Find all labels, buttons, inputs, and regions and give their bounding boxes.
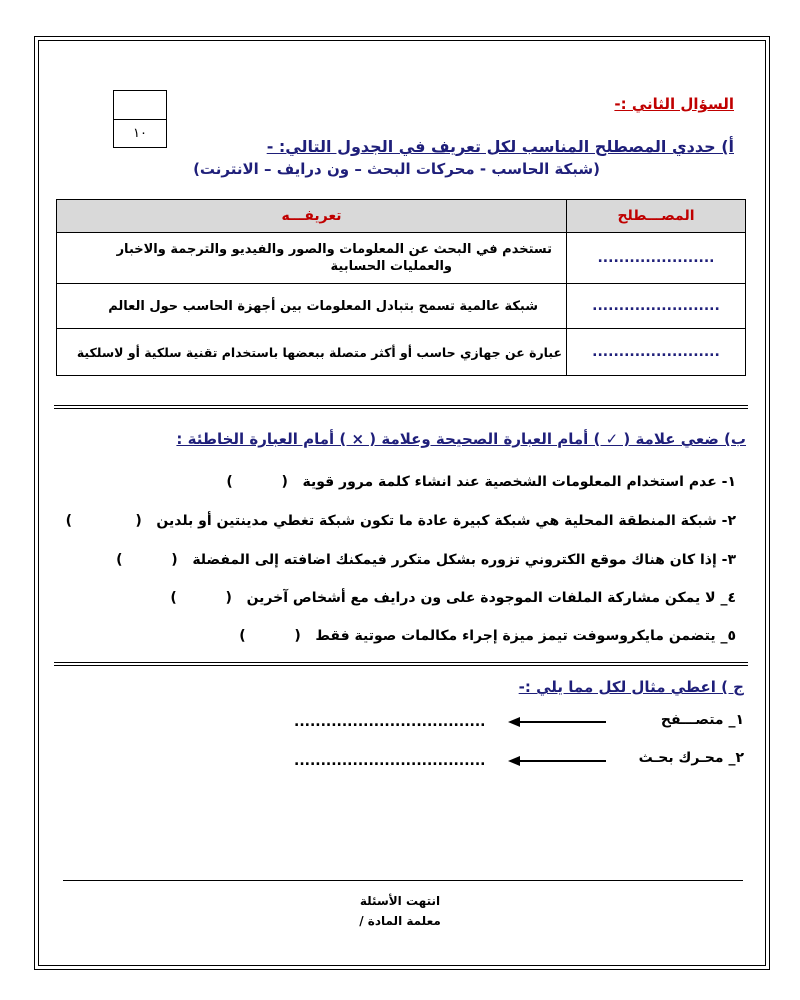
definition-cell xyxy=(57,233,567,284)
part-b-title: ب) ضعي علامة ( ✓ ) أمام العبارة الصحيحة وعلامة ( × ) أمام العبارة الخاطئة : xyxy=(176,430,746,448)
part-c-title: ج ) اعطي مثال لكل مما يلي :- xyxy=(518,678,744,696)
statement-1: ١- عدم استخدام المعلومات الشخصية عند انشاء كلمة مرور قوية ( ) xyxy=(226,474,736,490)
example-answer-1[interactable]: .................................... xyxy=(294,714,486,730)
score-blank-cell xyxy=(114,91,166,120)
section-divider xyxy=(54,662,748,666)
example-answer-2[interactable]: .................................... xyxy=(294,753,486,769)
table-header-row xyxy=(57,200,746,233)
statement-5: ٥_ يتضمن مايكروسوفت تيمز ميزة إجراء مكالمات صوتية فقط ( ) xyxy=(239,628,736,644)
header-term: المصـــطلح xyxy=(567,200,746,233)
arrow-icon xyxy=(520,760,606,762)
score-value: ١٠ xyxy=(133,126,147,141)
arrow-icon xyxy=(520,721,606,723)
definition-line: والعمليات الحسابية xyxy=(330,259,452,274)
term-blank[interactable]: ........................ xyxy=(567,284,746,329)
table-row xyxy=(57,233,746,284)
part-a-title: أ) حددي المصطلح المناسب لكل تعريف في الجدول التالي: - xyxy=(266,137,734,156)
end-of-questions: انتهت الأسئلة xyxy=(359,894,441,908)
question-title: السؤال الثاني :- xyxy=(614,95,734,113)
definition-line: تستخدم في البحث عن المعلومات والصور والفيديو والترجمة والاخبار xyxy=(116,242,552,257)
statement-2: ٢- شبكة المنطقة المحلية هي شبكة كبيرة عادة ما تكون شبكة تغطي مدينتين أو بلدين ( ) xyxy=(65,513,736,529)
terms-table xyxy=(56,199,746,376)
table-row xyxy=(57,329,746,376)
footer-line xyxy=(63,880,743,881)
definition-line: عبارة عن جهازي حاسب أو أكثر متصلة ببعضها باستخدام تقنية سلكية أو لاسلكية xyxy=(76,344,562,360)
statement-3: ٣- إذا كان هناك موقع الكتروني تزوره بشكل متكرر فيمكنك اضافته إلى المفضلة ( ) xyxy=(116,552,736,568)
definition-cell xyxy=(57,329,567,376)
statement-4: ٤_ لا يمكن مشاركة الملفات الموجودة على ون درايف مع أشخاص آخرين ( ) xyxy=(170,590,736,606)
term-blank[interactable]: ........................ xyxy=(567,329,746,376)
arrow-head-icon xyxy=(508,756,520,766)
teacher-signature: معلمة المادة / xyxy=(359,914,441,928)
example-label-1: ١_ متصـــفح xyxy=(660,712,744,728)
definition-line: شبكة عالمية تسمح بتبادل المعلومات بين أجهزة الحاسب حول العالم xyxy=(108,298,538,314)
page-border-inner xyxy=(38,40,766,966)
term-blank[interactable]: ...................... xyxy=(567,233,746,284)
table-row xyxy=(57,284,746,329)
example-label-2: ٢_ محـرك بحـث xyxy=(638,750,744,766)
section-divider xyxy=(54,405,748,409)
score-box xyxy=(113,90,167,148)
arrow-head-icon xyxy=(508,717,520,727)
header-definition: تعريفـــه xyxy=(57,200,567,233)
definition-cell xyxy=(57,284,567,329)
part-a-options: (شبكة الحاسب - محركات البحث – ون درايف – الانترنت) xyxy=(193,160,600,178)
